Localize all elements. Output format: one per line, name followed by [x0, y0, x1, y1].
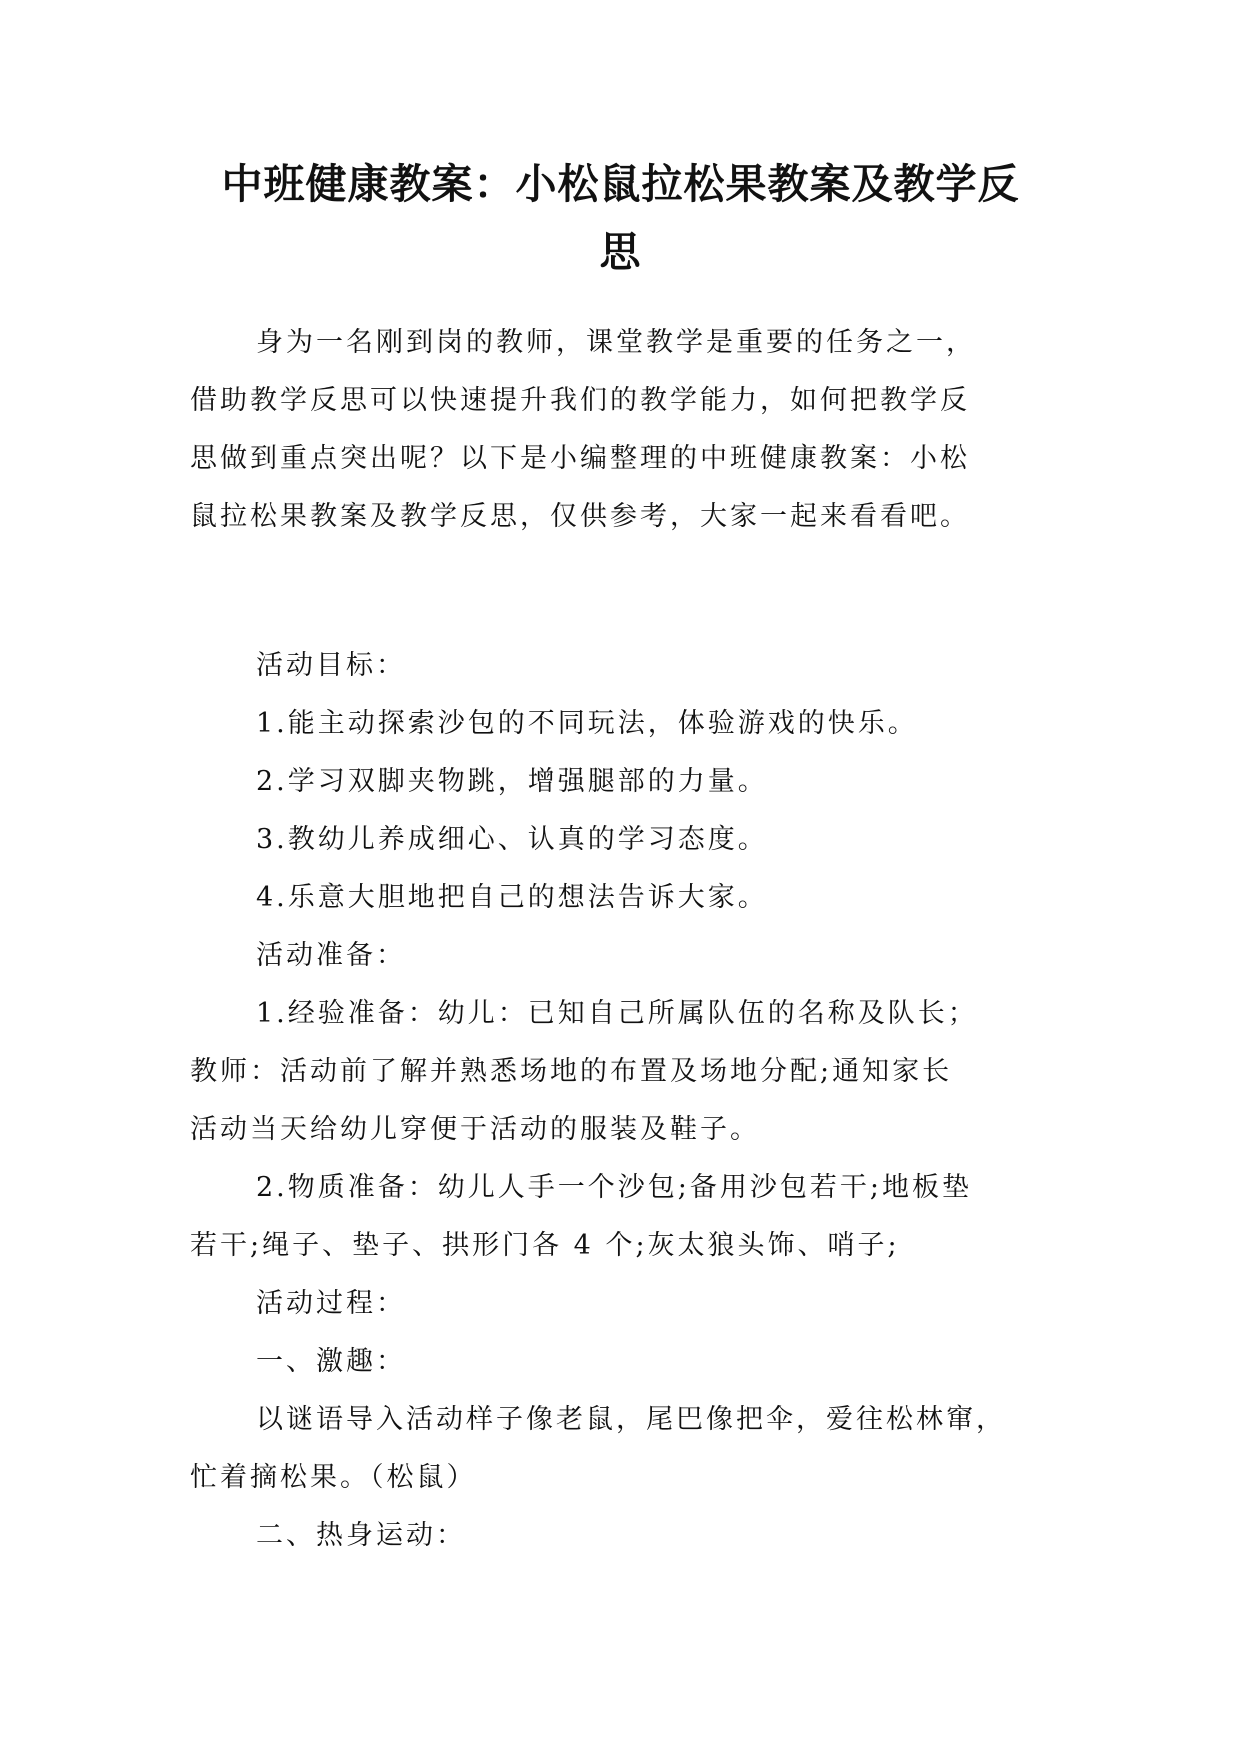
goal-item-1: 1.能主动探索沙包的不同玩法，体验游戏的快乐。	[256, 708, 918, 739]
goal-item-4: 4.乐意大胆地把自己的想法告诉大家。	[256, 882, 768, 913]
lesson-body	[190, 637, 1070, 1565]
process-heading: 活动过程：	[256, 1288, 406, 1319]
prep-1-line-1: 1.经验准备：幼儿：已知自己所属队伍的名称及队长；	[256, 998, 978, 1029]
goals-heading: 活动目标：	[256, 650, 406, 681]
document-title	[160, 150, 1081, 286]
step-1-line-1: 以谜语导入活动样子像老鼠，尾巴像把伞，爱往松林窜，	[256, 1404, 1006, 1435]
step-2-heading: 二、热身运动：	[256, 1520, 466, 1551]
step-1-heading: 一、激趣：	[256, 1346, 406, 1377]
step-1-line-2: 忙着摘松果。（松鼠）	[190, 1462, 477, 1493]
prep-2-line-2: 若干;绳子、垫子、拱形门各 4 个;灰太狼头饰、哨子;	[190, 1230, 900, 1261]
prep-2-line-1: 2.物质准备：幼儿人手一个沙包;备用沙包若干;地板垫	[256, 1172, 972, 1203]
intro-line-2: 借助教学反思可以快速提升我们的教学能力，如何把教学反	[190, 385, 970, 416]
intro-line-4: 鼠拉松果教案及教学反思，仅供参考，大家一起来看看吧。	[190, 501, 970, 532]
intro-line-1: 身为一名刚到岗的教师，课堂教学是重要的任务之一，	[256, 327, 976, 358]
title-line-2: 思	[599, 228, 642, 276]
prep-1-line-3: 活动当天给幼儿穿便于活动的服装及鞋子。	[190, 1114, 760, 1145]
goal-item-3: 3.教幼儿养成细心、认真的学习态度。	[256, 824, 768, 855]
prep-heading: 活动准备：	[256, 940, 406, 971]
prep-1-line-2: 教师：活动前了解并熟悉场地的布置及场地分配;通知家长	[190, 1056, 953, 1087]
title-line-1: 中班健康教案：小松鼠拉松果教案及教学反	[221, 160, 1020, 208]
intro-paragraph	[190, 314, 1070, 546]
intro-line-3: 思做到重点突出呢？以下是小编整理的中班健康教案：小松	[190, 443, 970, 474]
goal-item-2: 2.学习双脚夹物跳，增强腿部的力量。	[256, 766, 768, 797]
